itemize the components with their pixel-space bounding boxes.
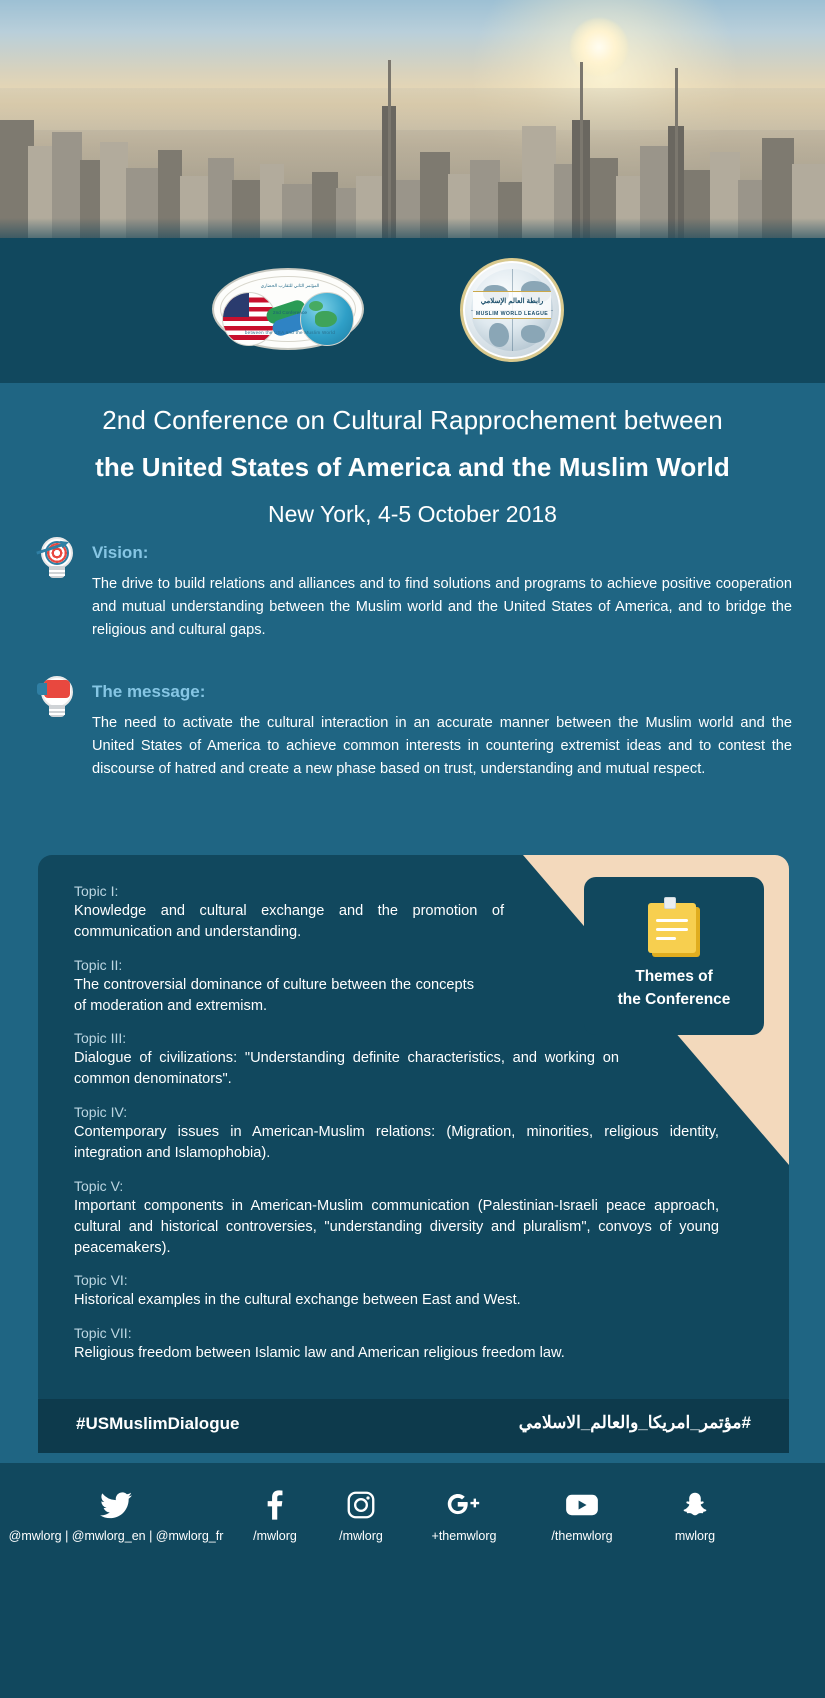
logo-bar	[0, 238, 825, 383]
conference-logo	[212, 260, 364, 358]
instagram-handle: /mwlorg	[339, 1529, 383, 1543]
hashtag-bar	[38, 1399, 789, 1453]
topic-text: Dialogue of civilizations: "Understanding definite characteristics, and working on common denominators".	[74, 1050, 619, 1088]
themes-card-title-line2: the Conference	[617, 991, 731, 1009]
list-item	[74, 1325, 719, 1364]
list-item	[74, 1272, 719, 1311]
vision-text: The drive to build relations and alliances and to find solutions and programs to achieve positive cooperation and mutual understanding between the Muslim world and the United States of America, and to bridge the religious and cultural gaps.	[92, 576, 792, 639]
youtube-icon[interactable]	[524, 1485, 640, 1525]
twitter-icon[interactable]	[0, 1485, 232, 1525]
social-item-youtube[interactable]	[524, 1485, 640, 1543]
sun-icon	[570, 18, 628, 76]
list-item	[74, 957, 719, 1017]
twitter-handles: @mwlorg | @mwlorg_en | @mwlorg_fr	[8, 1529, 224, 1543]
hashtag-english: #USMuslimDialogue	[76, 1414, 240, 1433]
snapchat-icon[interactable]	[640, 1485, 750, 1525]
topic-label: Topic IV:	[74, 1104, 128, 1121]
mwl-logo-english: MUSLIM WORLD LEAGUE	[475, 311, 549, 317]
topic-label: Topic VI:	[74, 1272, 128, 1289]
youtube-handle: /themwlorg	[551, 1529, 613, 1543]
footer	[0, 1463, 825, 1698]
megaphone-bulb-icon	[34, 674, 80, 722]
topic-text: The controversial dominance of culture between the concepts of moderation and extremism.	[74, 976, 474, 1014]
topic-text: Important components in American-Muslim communication (Palestinian-Israeli peace approach, cultural and historical controversies, "understanding diversity and pluralism", convoys of young peacemakers).	[74, 1197, 719, 1256]
facebook-handle: /mwlorg	[253, 1529, 297, 1543]
list-item	[74, 883, 719, 943]
list-item	[74, 1030, 719, 1090]
google-plus-handle: +themwlorg	[431, 1529, 497, 1543]
themes-card-title-line1: Themes of	[635, 968, 713, 985]
snapchat-handle: mwlorg	[674, 1529, 716, 1543]
topic-text: Historical examples in the cultural exchange between East and West.	[74, 1292, 521, 1309]
page-title-line3: New York, 4-5 October 2018	[268, 501, 557, 528]
themes-panel	[38, 855, 789, 1411]
list-item	[74, 1178, 719, 1259]
vision-heading: Vision:	[92, 543, 149, 562]
message-text: The need to activate the cultural interaction in an accurate manner between the Muslim world and the United States of America to achieve common interests in countering extremist ideas and to contest the discourse of hatred and create a new phase based on trust, understanding and mutual respect.	[92, 715, 792, 778]
hashtag-arabic: #مؤتمر_امريكا_والعالم_الاسلامي	[518, 1413, 751, 1432]
page-title-line1: 2nd Conference on Cultural Rapprochement between	[102, 405, 723, 435]
facebook-icon[interactable]	[232, 1485, 318, 1525]
google-plus-icon[interactable]	[404, 1485, 524, 1525]
page-title-line2: the United States of America and the Muslim World	[95, 452, 730, 483]
target-bulb-icon	[34, 535, 80, 583]
social-links	[0, 1485, 825, 1543]
instagram-icon[interactable]	[318, 1485, 404, 1525]
social-item-instagram[interactable]	[318, 1485, 404, 1543]
social-item-google-plus[interactable]	[404, 1485, 524, 1543]
topic-label: Topic VII:	[74, 1325, 132, 1342]
hero-skyline-image	[0, 0, 825, 238]
muslim-world-league-logo	[460, 258, 564, 362]
social-item-snapchat[interactable]	[640, 1485, 750, 1543]
topic-label: Topic III:	[74, 1030, 127, 1047]
social-item-twitter[interactable]	[0, 1485, 232, 1543]
topics-list	[74, 883, 719, 1378]
mwl-logo-arabic: رابطة العالم الإسلامي	[480, 298, 544, 305]
social-item-facebook[interactable]	[232, 1485, 318, 1543]
conference-logo-arabic: المؤتمر الثاني للتقارب الحضاري	[260, 283, 320, 288]
topic-label: Topic I:	[74, 883, 119, 899]
topic-label: Topic II:	[74, 956, 123, 973]
topic-label: Topic V:	[74, 1177, 124, 1194]
topic-text: Religious freedom between Islamic law and American religious freedom law.	[74, 1345, 565, 1362]
title-block	[0, 383, 825, 528]
topic-text: Knowledge and cultural exchange and the promotion of communication and understanding.	[74, 903, 504, 940]
topic-text: Contemporary issues in American-Muslim relations: (Migration, minorities, religious identity, integration and Islamophobia).	[74, 1124, 719, 1162]
message-heading: The message:	[92, 682, 206, 701]
list-item	[74, 1104, 719, 1164]
conference-logo-subtitle: between the USA and the Muslim World	[244, 330, 336, 335]
conference-logo-title: 2nd Conference	[272, 311, 308, 316]
globe-icon	[300, 292, 354, 346]
